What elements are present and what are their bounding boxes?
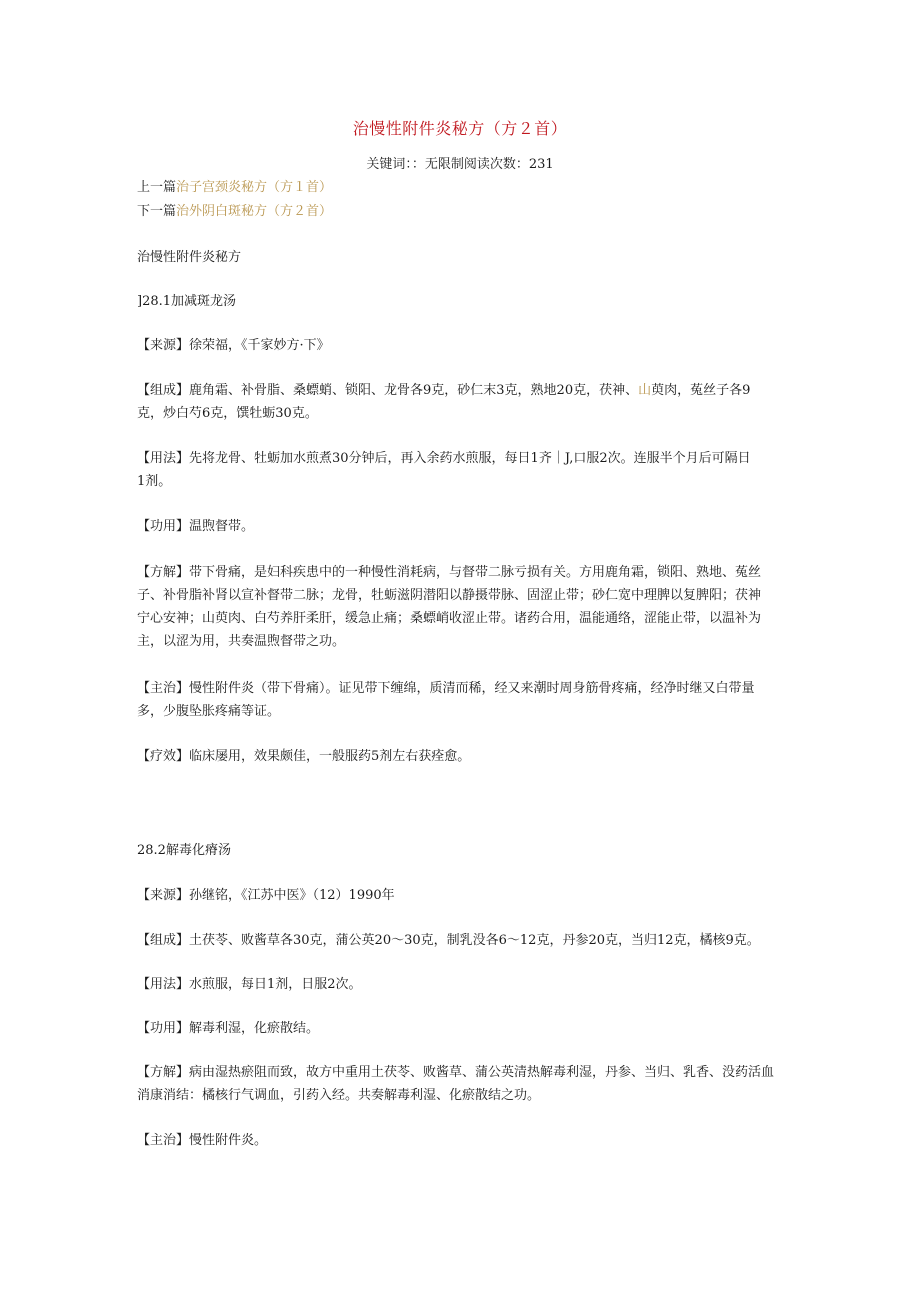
explain-line-2: 子、补骨脂补肾以宣补督带二脉；龙骨，牡蛎滋阴潜阳以静摄带脉、固涩止带；砂仁宽中理脾以复脾阳；茯神	[137, 588, 762, 603]
explain-line-1: 【方解】带下骨痛，是妇科疾患中的一种慢性消耗病，与督带二脉亏损有关。方用鹿角霜，锁阳、熟地、菟丝	[137, 565, 762, 580]
section2-indication: 【主治】慢性附件炎。	[137, 1133, 268, 1148]
composition-line-2: 克，炒白芍6克，馔牡蛎30克。	[137, 406, 318, 421]
usage-line-2: 1剂。	[137, 474, 172, 489]
section2-effect: 【功用】解毒利湿，化瘀散结。	[137, 1021, 320, 1036]
section1-efficacy: 【疗效】临床屡用，效果颇佳，一般服药5剂左右获痊愈。	[137, 749, 471, 764]
page-title: 治慢性附件炎秘方（方２首）	[352, 119, 568, 138]
explain-line-3: 宁心安神；山萸肉、白芍养肝柔肝，缓急止痛；桑螵峭收涩止带。诸药合用，温能通络，涩能止带，以温补为	[137, 611, 762, 626]
section1-source: 【来源】徐荣福，《千家妙方·下》	[137, 338, 330, 353]
section1-explanation	[137, 561, 807, 653]
composition-text-a: 【组成】鹿角霜、补骨脂、桑螵蛸、锁阳、龙骨各9克，砂仁末3克，熟地20克，茯神、	[137, 383, 639, 398]
next-article-link[interactable]: 治外阴白斑秘方（方２首）	[176, 204, 333, 219]
section1-composition	[137, 379, 807, 425]
indication-line-1: 【主治】慢性附件炎（带下骨痛）。证见带下缠绵，质清而稀，经又来潮时周身筋骨疼痛，经净时继又白带量	[137, 681, 755, 696]
article-heading: 治慢性附件炎秘方	[137, 250, 242, 265]
section1-indication	[137, 677, 807, 723]
explain-line-4: 主，以涩为用，共奏温煦督带之功。	[137, 634, 346, 649]
indication-line-2: 多，少腹坠胀疼痛等证。	[137, 704, 281, 719]
composition-text-b: 萸肉，菟丝子各9	[651, 383, 751, 398]
article-meta: 关键词：：无限制阅读次数：231	[366, 157, 554, 172]
composition-highlight: 山	[638, 383, 652, 398]
next-article-label: 下一篇	[137, 204, 177, 219]
prev-article-nav	[137, 179, 332, 197]
next-article-nav	[137, 203, 332, 221]
section-title-2: 28.2解毒化瘠汤	[137, 843, 231, 858]
section1-effect: 【功用】温煦督带。	[137, 519, 255, 534]
explain2-line-1: 【方解】病由湿热瘀阻而致，故方中重用土茯苓、败酱草、蒲公英清热解毒利湿，丹参、当归、乳香、没药活血	[137, 1065, 775, 1080]
prev-article-label: 上一篇	[137, 180, 177, 195]
prev-article-link[interactable]: 治子宫颈炎秘方（方１首）	[176, 180, 333, 195]
section2-explanation	[137, 1061, 807, 1107]
section1-usage	[137, 447, 807, 493]
section2-source: 【来源】孙继铭，《江苏中医》（12）1990年	[137, 888, 395, 903]
section-title-1: ]28.1加减斑龙汤	[137, 294, 237, 309]
section2-usage: 【用法】水煎服，每日1剂，日服2次。	[137, 977, 362, 992]
usage-line-1: 【用法】先将龙骨、牡蛎加水煎煮30分钟后，再入余药水煎服，每日1齐｜J,口服2次。连服半个月后可隔日	[137, 451, 751, 466]
explain2-line-2: 消康消结：橘核行气调血，引药入经。共奏解毒利湿、化瘀散结之功。	[137, 1088, 541, 1103]
section2-composition: 【组成】土茯苓、败酱草各30克，蒲公英20～30克，制乳没各6～12克，丹参20克，当归12克，橘核9克。	[137, 933, 760, 948]
